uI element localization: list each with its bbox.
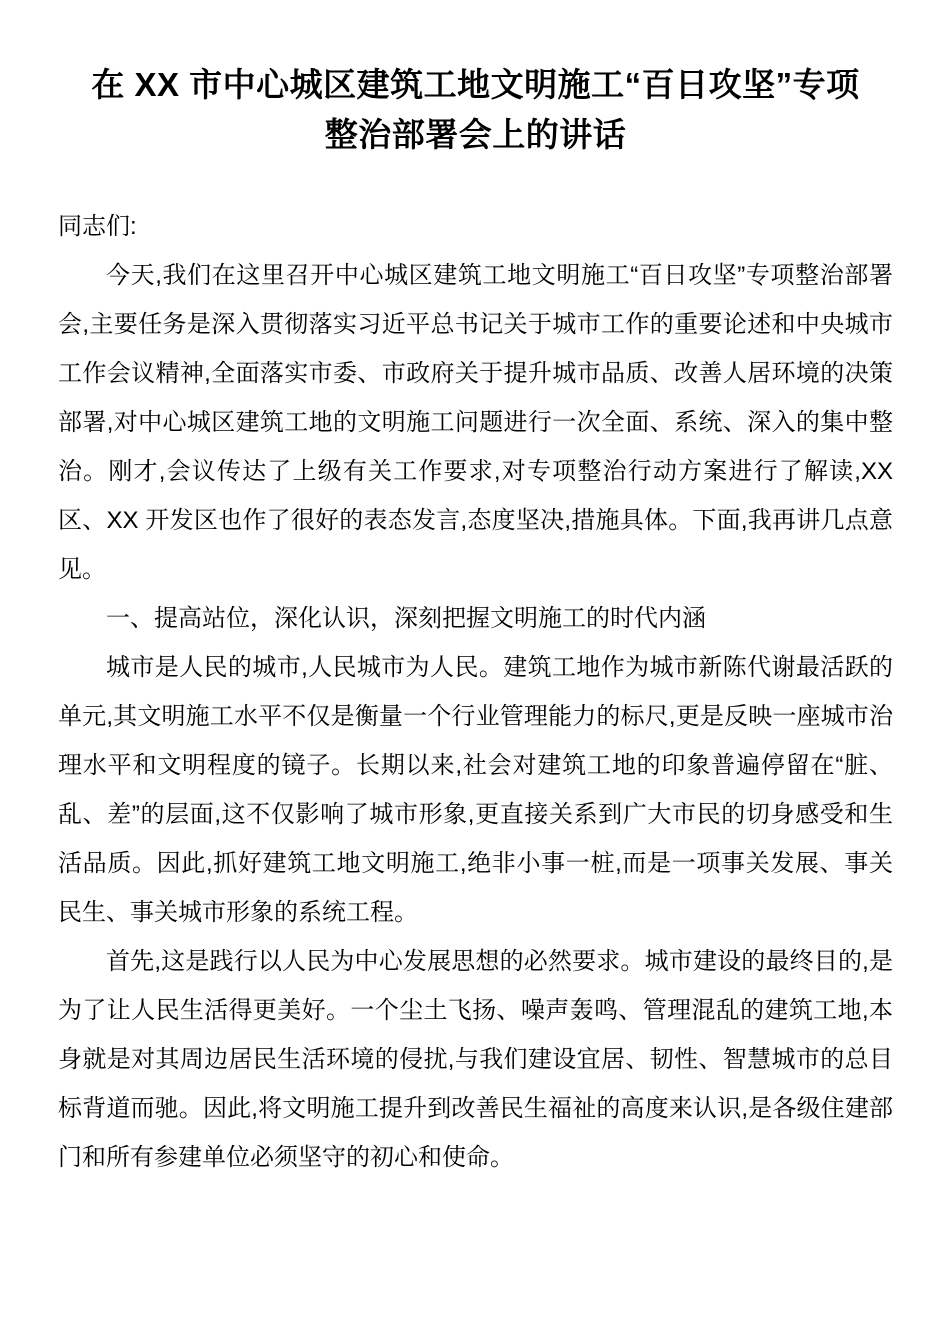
paragraph-city-mirror: 城市是人民的城市,人民城市为人民。建筑工地作为城市新陈代谢最活跃的单元,其文明施工水平不仅是衡量一个行业管理能力的标尺,更是反映一座城市治理水平和文明程度的镜子。长期以来,社会对建筑工地的印象普遍停留在“脏、乱、差”的层面,这不仅影响了城市形象,更直接关系到广大市民的切身感受和生活品质。因此,抓好建筑工地文明施工,绝非小事一桩,而是一项事关发展、事关民生、事关城市形象的系统工程。: [58, 654, 893, 926]
document-title-line-1: 在 XX 市中心城区建筑工地文明施工“百日攻坚”专项: [91, 66, 860, 103]
document-title: [58, 60, 893, 160]
paragraph-people-centered: 首先,这是践行以人民为中心发展思想的必然要求。城市建设的最终目的,是为了让人民生活得更美好。一个尘土飞扬、噪声轰鸣、管理混乱的建筑工地,本身就是对其周边居民生活环境的侵扰,与我们建设宜居、韧性、智慧城市的总目标背道而驰。因此,将文明施工提升到改善民生福祉的高度来认识,是各级住建部门和所有参建单位必须坚守的初心和使命。: [58, 948, 893, 1171]
salutation: 同志们:: [58, 213, 137, 240]
paragraph-opening: 今天,我们在这里召开中心城区建筑工地文明施工“百日攻坚”专项整治部署会,主要任务是深入贯彻落实习近平总书记关于城市工作的重要论述和中央城市工作会议精神,全面落实市委、市政府关于提升城市品质、改善人居环境的决策部署,对中心城区建筑工地的文明施工问题进行一次全面、系统、深入的集中整治。刚才,会议传达了上级有关工作要求,对专项整治行动方案进行了解读,XX 区、XX 开发区也作了很好的表态发言,态度坚决,措施具体。下面,我再讲几点意见。: [58, 262, 893, 583]
section-heading: 一、提高站位，深化认识，深刻把握文明施工的时代内涵: [106, 605, 706, 632]
document-title-line-2: 整治部署会上的讲话: [324, 116, 627, 153]
